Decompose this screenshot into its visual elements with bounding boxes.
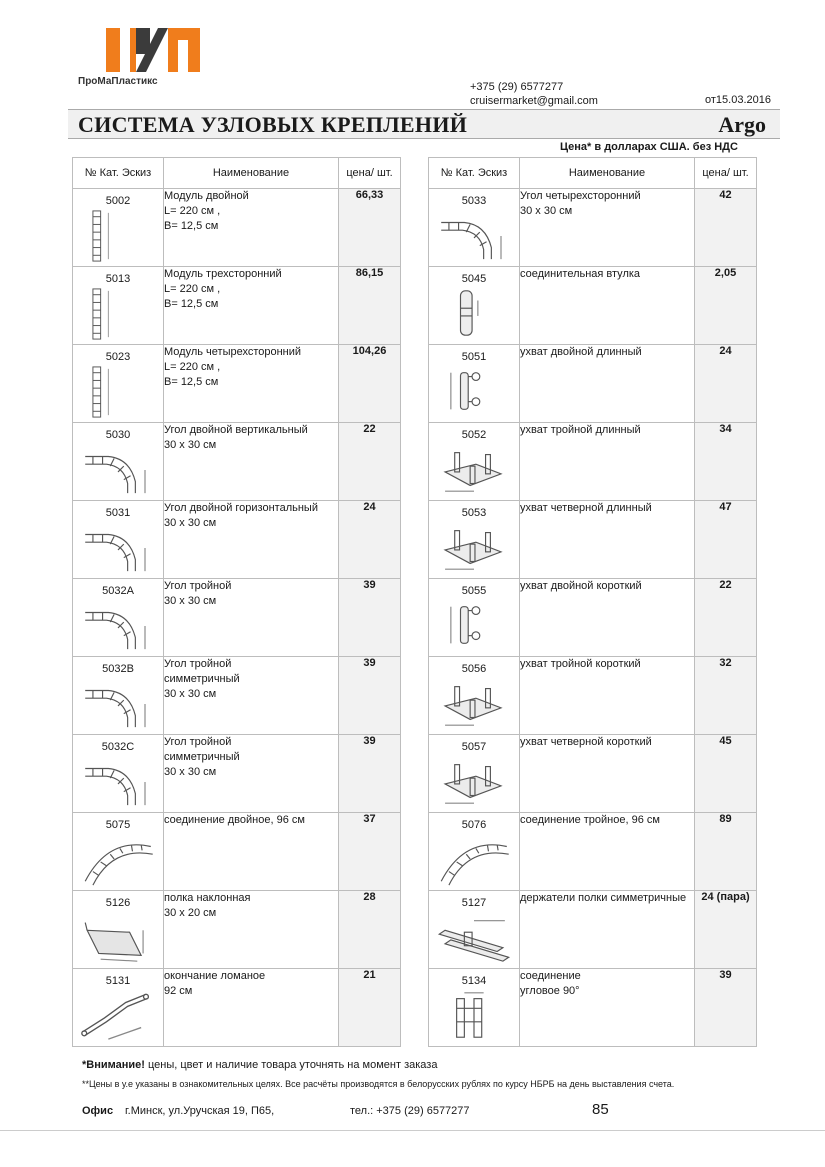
catalog-sketch-cell xyxy=(429,423,520,501)
catalog-number: 5032A xyxy=(102,585,134,597)
catalog-sketch-cell xyxy=(429,735,520,813)
table-row xyxy=(429,579,757,657)
table-row xyxy=(429,189,757,267)
catalog-number: 5033 xyxy=(461,195,487,207)
table-row xyxy=(429,735,757,813)
table-row xyxy=(73,969,401,1047)
product-name: Угол четырехсторонний 30 х 30 см xyxy=(520,190,641,217)
plate-clamp-icon xyxy=(434,443,514,497)
office-phone: тел.: +375 (29) 6577277 xyxy=(350,1105,470,1117)
product-name: Модуль трехсторонний L= 220 см , B= 12,5 см xyxy=(164,268,282,310)
product-price: 21 xyxy=(339,969,401,1047)
product-name-cell xyxy=(520,735,695,813)
product-price: 28 xyxy=(339,891,401,969)
catalog-sketch-cell xyxy=(73,657,164,735)
catalog-number: 5127 xyxy=(461,897,487,909)
product-name: ухват двойной длинный xyxy=(520,346,642,358)
header-name: Наименование xyxy=(520,158,695,189)
table-row xyxy=(73,891,401,969)
product-name-cell xyxy=(520,267,695,345)
product-name: ухват четверной длинный xyxy=(520,502,652,514)
arch-icon xyxy=(78,833,158,887)
corner-icon xyxy=(78,443,158,497)
product-name-cell xyxy=(164,813,339,891)
office-address: г.Минск, ул.Уручская 19, П65, xyxy=(125,1105,275,1117)
catalog-sketch-cell xyxy=(429,579,520,657)
product-name-cell xyxy=(520,891,695,969)
product-price: 34 xyxy=(695,423,757,501)
catalog-number: 5131 xyxy=(105,975,131,987)
contact-phone: +375 (29) 6577277 xyxy=(470,81,564,93)
contact-email[interactable]: cruisermarket@gmail.com xyxy=(470,95,598,107)
catalog-number: 5052 xyxy=(461,429,487,441)
catalog-number: 5032C xyxy=(101,741,135,753)
header-code-sketch: № Кат. Эскиз xyxy=(73,158,164,189)
warning-note xyxy=(82,1059,437,1071)
brand-name: Argo xyxy=(718,112,766,137)
product-price: 32 xyxy=(695,657,757,735)
product-name: соединительная втулка xyxy=(520,268,641,280)
table-row xyxy=(73,657,401,735)
catalog-number: 5023 xyxy=(105,351,131,363)
price-note: Цена* в долларах США. без НДС xyxy=(560,141,738,153)
catalog-number: 5053 xyxy=(461,507,487,519)
corner-icon xyxy=(78,521,158,575)
catalog-number: 5045 xyxy=(461,273,487,285)
table-row xyxy=(429,657,757,735)
product-name: соединение тройное, 96 см xyxy=(520,814,660,826)
corner-icon xyxy=(78,599,158,653)
product-name: Угол тройной симметричный 30 х 30 см xyxy=(164,658,240,700)
catalog-sketch-cell xyxy=(73,969,164,1047)
table-row xyxy=(429,501,757,579)
shelf-icon xyxy=(78,911,158,965)
office-label xyxy=(82,1105,113,1117)
catalog-sketch-cell xyxy=(429,189,520,267)
product-name: держатели полки симметричные xyxy=(520,892,687,904)
holder-icon xyxy=(434,911,514,965)
catalog-sketch-cell xyxy=(429,969,520,1047)
product-price: 24 (пара) xyxy=(695,891,757,969)
catalog-number: 5056 xyxy=(461,663,487,675)
table-row xyxy=(73,501,401,579)
product-name: соединение угловое 90° xyxy=(520,970,581,997)
header-price: цена/ шт. xyxy=(339,158,401,189)
table-row xyxy=(429,345,757,423)
product-price: 39 xyxy=(339,735,401,813)
product-name: Угол двойной вертикальный 30 х 30 см xyxy=(164,424,308,451)
office-label-text: Офис xyxy=(82,1105,114,1117)
catalog-sketch-cell xyxy=(429,657,520,735)
table-row xyxy=(73,189,401,267)
product-price: 89 xyxy=(695,813,757,891)
product-price: 47 xyxy=(695,501,757,579)
catalog-number: 5031 xyxy=(105,507,131,519)
catalog-sketch-cell xyxy=(73,423,164,501)
page-number: 85 xyxy=(592,1101,609,1118)
product-name-cell xyxy=(520,969,695,1047)
table-row xyxy=(73,735,401,813)
product-name-cell xyxy=(164,891,339,969)
table-row xyxy=(429,267,757,345)
catalog-sketch-cell xyxy=(73,267,164,345)
product-name: соединение двойное, 96 см xyxy=(164,814,305,826)
catalog-number: 5057 xyxy=(461,741,487,753)
product-name-cell xyxy=(520,423,695,501)
catalog-sketch-cell xyxy=(73,501,164,579)
bent-end-icon xyxy=(78,989,158,1043)
document-date: от15.03.2016 xyxy=(705,94,771,106)
corner-icon xyxy=(78,677,158,731)
catalog-number: 5134 xyxy=(461,975,487,987)
table-row xyxy=(73,813,401,891)
catalog-number: 5051 xyxy=(461,351,487,363)
catalog-number: 5126 xyxy=(105,897,131,909)
product-price: 39 xyxy=(339,657,401,735)
warning-text: цены, цвет и наличие товара уточнять на момент заказа xyxy=(144,1059,438,1071)
logo-text: ПроМаПластикс xyxy=(78,76,158,87)
price-disclaimer: **Цены в у.е указаны в ознакомительных целях. Все расчёты производятся в белорусских рублях по курсу НБРБ на день выставления счета. xyxy=(82,1079,675,1089)
catalog-number: 5030 xyxy=(105,429,131,441)
table-header-row xyxy=(429,158,757,189)
title-bar xyxy=(68,109,780,139)
header-code-sketch: № Кат. Эскиз xyxy=(429,158,520,189)
plate-clamp-icon xyxy=(434,521,514,575)
product-price: 24 xyxy=(339,501,401,579)
product-price: 2,05 xyxy=(695,267,757,345)
catalog-number: 5076 xyxy=(461,819,487,831)
table-row xyxy=(73,267,401,345)
catalog-sketch-cell xyxy=(73,189,164,267)
table-row xyxy=(73,579,401,657)
product-name: ухват двойной короткий xyxy=(520,580,642,592)
catalog-sketch-cell xyxy=(429,501,520,579)
catalog-table-right xyxy=(428,157,757,1047)
product-name-cell xyxy=(520,657,695,735)
catalog-number: 5055 xyxy=(461,585,487,597)
product-name: ухват тройной длинный xyxy=(520,424,641,436)
catalog-number: 5013 xyxy=(105,273,131,285)
clamp-icon xyxy=(434,365,514,419)
product-price: 66,33 xyxy=(339,189,401,267)
catalog-sketch-cell xyxy=(429,891,520,969)
product-price: 42 xyxy=(695,189,757,267)
table-header-row xyxy=(73,158,401,189)
product-price: 86,15 xyxy=(339,267,401,345)
product-name-cell xyxy=(520,813,695,891)
product-name-cell xyxy=(164,579,339,657)
product-name: Модуль двойной L= 220 см , B= 12,5 см xyxy=(164,190,249,232)
catalog-sketch-cell xyxy=(429,345,520,423)
catalog-sketch-cell xyxy=(73,345,164,423)
page-title: СИСТЕМА УЗЛОВЫХ КРЕПЛЕНИЙ xyxy=(78,112,468,137)
product-name: ухват тройной короткий xyxy=(520,658,641,670)
angle-joint-icon xyxy=(434,989,514,1043)
product-name-cell xyxy=(520,501,695,579)
table-row xyxy=(429,891,757,969)
product-name-cell xyxy=(164,423,339,501)
product-price: 22 xyxy=(339,423,401,501)
product-name-cell xyxy=(164,969,339,1047)
plate-clamp-icon xyxy=(434,677,514,731)
table-row xyxy=(73,345,401,423)
product-price: 39 xyxy=(695,969,757,1047)
header-price: цена/ шт. xyxy=(695,158,757,189)
warning-label: *Внимание! xyxy=(82,1059,145,1071)
product-name: Угол двойной горизонтальный 30 х 30 см xyxy=(164,502,318,529)
catalog-sketch-cell xyxy=(73,891,164,969)
table-row xyxy=(429,969,757,1047)
arch-icon xyxy=(434,833,514,887)
product-price: 39 xyxy=(339,579,401,657)
product-name: ухват четверной короткий xyxy=(520,736,652,748)
catalog-sketch-cell xyxy=(429,267,520,345)
bottom-divider xyxy=(0,1130,825,1131)
company-logo xyxy=(78,28,208,98)
product-name-cell xyxy=(164,267,339,345)
product-name-cell xyxy=(520,345,695,423)
table-row xyxy=(429,813,757,891)
catalog-number: 5032B xyxy=(102,663,134,675)
sleeve-icon xyxy=(434,287,514,341)
product-name: полка наклонная 30 х 20 см xyxy=(164,892,251,919)
product-name: Угол тройной симметричный 30 х 30 см xyxy=(164,736,240,778)
catalog-sketch-cell xyxy=(73,579,164,657)
table-row xyxy=(73,423,401,501)
product-name-cell xyxy=(164,501,339,579)
ladder-module-icon xyxy=(78,365,158,419)
promaplastiks-logo-icon xyxy=(106,28,200,72)
product-name-cell xyxy=(520,189,695,267)
corner-icon xyxy=(78,755,158,809)
catalog-table-left xyxy=(72,157,401,1047)
catalog-sketch-cell xyxy=(73,735,164,813)
table-row xyxy=(429,423,757,501)
catalog-sketch-cell xyxy=(429,813,520,891)
product-name: Угол тройной 30 х 30 см xyxy=(164,580,232,607)
product-price: 45 xyxy=(695,735,757,813)
ladder-module-icon xyxy=(78,209,158,263)
product-price: 22 xyxy=(695,579,757,657)
header-name: Наименование xyxy=(164,158,339,189)
corner-icon xyxy=(434,209,514,263)
product-name: Модуль четырехсторонний L= 220 см , B= 12,5 см xyxy=(164,346,302,388)
product-price: 104,26 xyxy=(339,345,401,423)
ladder-module-icon xyxy=(78,287,158,341)
product-price: 37 xyxy=(339,813,401,891)
clamp-icon xyxy=(434,599,514,653)
product-price: 24 xyxy=(695,345,757,423)
product-name-cell xyxy=(164,735,339,813)
contact-block xyxy=(470,80,598,108)
product-name-cell xyxy=(520,579,695,657)
product-name: окончание ломаное 92 см xyxy=(164,970,266,997)
product-name-cell xyxy=(164,345,339,423)
product-name-cell xyxy=(164,657,339,735)
catalog-number: 5075 xyxy=(105,819,131,831)
catalog-sketch-cell xyxy=(73,813,164,891)
catalog-number: 5002 xyxy=(105,195,131,207)
product-name-cell xyxy=(164,189,339,267)
plate-clamp-icon xyxy=(434,755,514,809)
